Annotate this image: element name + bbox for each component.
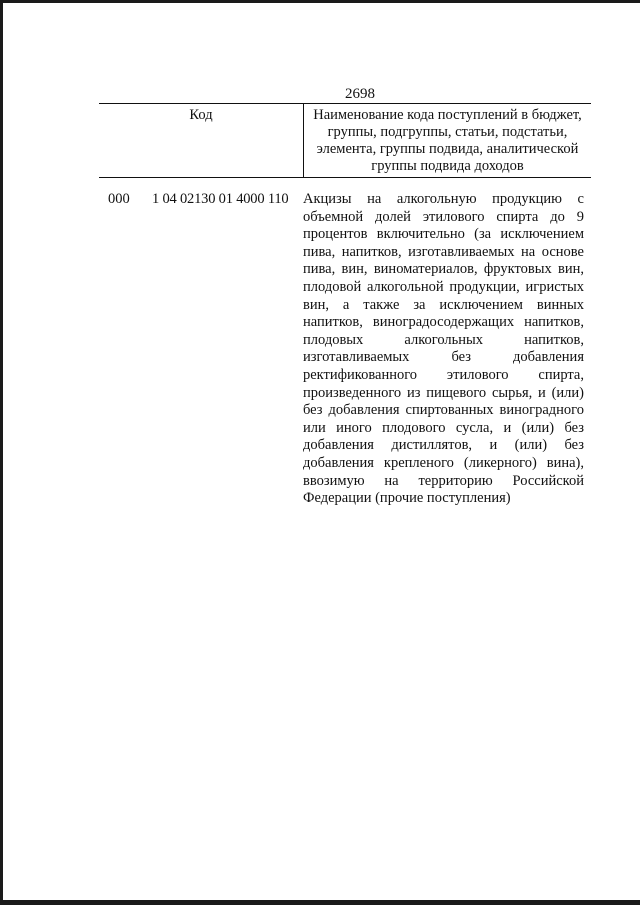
revenue-name-line: плодовой алкогольной продукции, игристых bbox=[303, 278, 584, 295]
revenue-name-line: изготавливаемых без добавления bbox=[303, 349, 584, 366]
code-column-header: Код bbox=[99, 104, 304, 178]
revenue-name-line: произведенного из пищевого сырья, и (или) bbox=[303, 384, 584, 401]
name-column-header: Наименование кода поступлений в бюджет, группы, подгруппы, статьи, подстатьи, элемента, группы подвида, аналитической группы подвида доходов bbox=[304, 104, 592, 178]
scan-border-bottom bbox=[0, 900, 640, 905]
revenue-name-line: или иного плодового сусла, и (или) без bbox=[303, 419, 584, 436]
revenue-name-line: Акцизы на алкогольную продукцию с bbox=[303, 191, 584, 207]
revenue-name bbox=[303, 191, 584, 508]
table-header bbox=[99, 103, 591, 178]
revenue-name-line: плодовых алкогольных напитков, bbox=[303, 331, 584, 348]
revenue-name-line: вин, а также за исключением винных bbox=[303, 296, 584, 313]
revenue-name-line: Федерации (прочие поступления) bbox=[303, 490, 511, 507]
revenue-name-line: пива, напитков, изготавливаемых на основе bbox=[303, 243, 584, 260]
revenue-code: 1 04 02130 01 4000 110 bbox=[152, 191, 289, 207]
revenue-name-line: процентов включительно (за исключением bbox=[303, 226, 584, 243]
scan-border-left bbox=[0, 0, 3, 905]
revenue-name-line: пива, вин, виноматериалов, фруктовых вин, bbox=[303, 261, 584, 278]
admin-code: 000 bbox=[108, 191, 130, 207]
revenue-name-line: ввозимую на территорию Российской bbox=[303, 472, 584, 489]
revenue-name-line: без добавления спиртованных виноградного bbox=[303, 402, 584, 419]
revenue-name-line: напитков, виноградосодержащих напитков, bbox=[303, 314, 584, 331]
revenue-name-line: ректификованного этилового спирта, bbox=[303, 366, 584, 383]
revenue-name-line: объемной долей этилового спирта до 9 bbox=[303, 208, 584, 225]
revenue-name-line: добавления дистиллятов, и (или) без bbox=[303, 437, 584, 454]
page-number: 2698 bbox=[345, 86, 375, 102]
revenue-name-line: добавления крепленого (ликерного) вина), bbox=[303, 454, 584, 471]
scan-border-top bbox=[0, 0, 640, 3]
